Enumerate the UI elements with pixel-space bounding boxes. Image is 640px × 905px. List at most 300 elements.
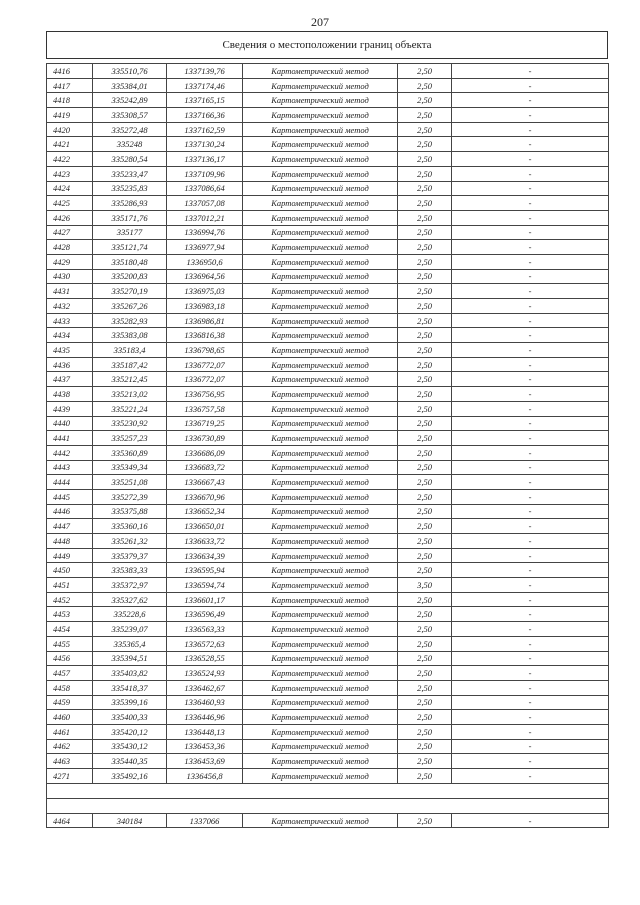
accuracy-cell: 2,50 [398,108,452,123]
x-coordinate-cell: 335235,83 [93,181,167,196]
table-row [47,592,609,607]
dash-mark: - [528,726,532,737]
accuracy-cell: 2,50 [398,401,452,416]
accuracy-cell: 2,50 [398,372,452,387]
accuracy-cell: 2,50 [398,519,452,534]
dash-mark: - [528,521,532,532]
description-cell [452,78,609,93]
table-row [47,578,609,593]
x-coordinate-cell: 335270,19 [93,284,167,299]
x-coordinate-cell: 335251,08 [93,475,167,490]
method-cell: Картометрический метод [243,137,398,152]
dash-mark: - [528,300,532,311]
dash-mark: - [528,477,532,488]
table-row [47,313,609,328]
dash-mark: - [528,623,532,634]
accuracy-cell: 2,50 [398,166,452,181]
table-row [47,416,609,431]
method-cell: Картометрический метод [243,636,398,651]
method-cell: Картометрический метод [243,563,398,578]
description-cell [452,401,609,416]
accuracy-cell: 2,50 [398,93,452,108]
description-cell [452,431,609,446]
accuracy-cell: 2,50 [398,343,452,358]
description-cell [452,724,609,739]
dash-mark: - [528,168,532,179]
description-cell [452,666,609,681]
dash-mark: - [528,418,532,429]
point-number-cell: 4420 [47,122,93,137]
method-cell: Картометрический метод [243,299,398,314]
description-cell [452,372,609,387]
table-row [47,343,609,358]
method-cell: Картометрический метод [243,607,398,622]
dash-mark: - [528,198,532,209]
point-number-cell: 4447 [47,519,93,534]
dash-mark: - [528,139,532,150]
table-row [47,372,609,387]
description-cell [452,313,609,328]
description-cell [452,504,609,519]
description-cell [452,64,609,79]
description-cell [452,563,609,578]
table-row [47,108,609,123]
x-coordinate-cell: 335213,02 [93,387,167,402]
table-row [47,651,609,666]
y-coordinate-cell: 1336964,56 [167,269,243,284]
accuracy-cell: 2,50 [398,445,452,460]
method-cell: Картометрический метод [243,724,398,739]
point-number-cell: 4432 [47,299,93,314]
method-cell: Картометрический метод [243,519,398,534]
y-coordinate-cell: 1336462,67 [167,680,243,695]
method-cell: Картометрический метод [243,813,398,828]
x-coordinate-cell: 335383,33 [93,563,167,578]
y-coordinate-cell: 1337066 [167,813,243,828]
description-cell [452,284,609,299]
point-number-cell: 4454 [47,622,93,637]
dash-mark: - [528,242,532,253]
dash-mark: - [528,682,532,693]
accuracy-cell: 2,50 [398,651,452,666]
point-number-cell: 4417 [47,78,93,93]
y-coordinate-cell: 1337174,46 [167,78,243,93]
x-coordinate-cell: 335360,89 [93,445,167,460]
y-coordinate-cell: 1336670,96 [167,489,243,504]
x-coordinate-cell: 335228,6 [93,607,167,622]
point-number-cell: 4448 [47,534,93,549]
y-coordinate-cell: 1337130,24 [167,137,243,152]
point-number-cell: 4421 [47,137,93,152]
y-coordinate-cell: 1336983,18 [167,299,243,314]
description-cell [452,328,609,343]
method-cell: Картометрический метод [243,548,398,563]
point-number-cell: 4424 [47,181,93,196]
point-number-cell: 4426 [47,210,93,225]
y-coordinate-cell: 1336601,17 [167,592,243,607]
x-coordinate-cell: 335171,76 [93,210,167,225]
point-number-cell: 4439 [47,401,93,416]
table-row [47,240,609,255]
accuracy-cell: 2,50 [398,152,452,167]
table-row [47,445,609,460]
y-coordinate-cell: 1336772,07 [167,357,243,372]
spacer-cell [47,798,609,813]
method-cell: Картометрический метод [243,666,398,681]
table-row [47,93,609,108]
point-number-cell: 4429 [47,254,93,269]
accuracy-cell: 2,50 [398,475,452,490]
method-cell: Картометрический метод [243,401,398,416]
accuracy-cell: 2,50 [398,210,452,225]
method-cell: Картометрический метод [243,240,398,255]
x-coordinate-cell: 335180,48 [93,254,167,269]
y-coordinate-cell: 1336986,81 [167,313,243,328]
x-coordinate-cell: 335379,37 [93,548,167,563]
method-cell: Картометрический метод [243,313,398,328]
method-cell: Картометрический метод [243,695,398,710]
point-number-cell: 4462 [47,739,93,754]
dash-mark: - [528,315,532,326]
method-cell: Картометрический метод [243,578,398,593]
table-row [47,152,609,167]
y-coordinate-cell: 1336719,25 [167,416,243,431]
dash-mark: - [528,374,532,385]
accuracy-cell: 2,50 [398,313,452,328]
y-coordinate-cell: 1336667,43 [167,475,243,490]
table-row [47,210,609,225]
y-coordinate-cell: 1336453,69 [167,754,243,769]
description-cell [452,445,609,460]
method-cell: Картометрический метод [243,651,398,666]
description-cell [452,534,609,549]
table-row [47,225,609,240]
y-coordinate-cell: 1337086,64 [167,181,243,196]
x-coordinate-cell: 335383,08 [93,328,167,343]
section-title: Сведения о местоположении границ объекта [46,31,608,59]
description-cell [452,754,609,769]
y-coordinate-cell: 1337166,36 [167,108,243,123]
description-cell [452,387,609,402]
dash-mark: - [528,80,532,91]
y-coordinate-cell: 1336756,95 [167,387,243,402]
table-row [47,710,609,725]
table-row [47,475,609,490]
spacer-row [47,798,609,813]
description-cell [452,122,609,137]
dash-mark: - [528,815,532,826]
x-coordinate-cell: 335400,33 [93,710,167,725]
table-row [47,299,609,314]
y-coordinate-cell: 1337139,76 [167,64,243,79]
description-cell [452,357,609,372]
x-coordinate-cell: 335372,97 [93,578,167,593]
method-cell: Картометрический метод [243,416,398,431]
accuracy-cell: 2,50 [398,416,452,431]
description-cell [452,769,609,784]
description-cell [452,181,609,196]
x-coordinate-cell: 335248 [93,137,167,152]
dash-mark: - [528,712,532,723]
x-coordinate-cell: 335440,35 [93,754,167,769]
description-cell [452,813,609,828]
dash-mark: - [528,506,532,517]
y-coordinate-cell: 1336650,01 [167,519,243,534]
method-cell: Картометрический метод [243,269,398,284]
dash-mark: - [528,344,532,355]
accuracy-cell: 2,50 [398,666,452,681]
point-number-cell: 4422 [47,152,93,167]
x-coordinate-cell: 335200,83 [93,269,167,284]
x-coordinate-cell: 340184 [93,813,167,828]
method-cell: Картометрический метод [243,328,398,343]
point-number-cell: 4459 [47,695,93,710]
method-cell: Картометрический метод [243,343,398,358]
point-number-cell: 4450 [47,563,93,578]
point-number-cell: 4460 [47,710,93,725]
dash-mark: - [528,535,532,546]
table-row [47,357,609,372]
page-number: 207 [311,15,329,29]
dash-mark: - [528,668,532,679]
x-coordinate-cell: 335286,93 [93,196,167,211]
dash-mark: - [528,330,532,341]
accuracy-cell: 2,50 [398,739,452,754]
point-number-cell: 4430 [47,269,93,284]
table-row [47,284,609,299]
table-row [47,460,609,475]
point-number-cell: 4451 [47,578,93,593]
accuracy-cell: 2,50 [398,695,452,710]
x-coordinate-cell: 335183,4 [93,343,167,358]
point-number-cell: 4428 [47,240,93,255]
table-row [47,269,609,284]
x-coordinate-cell: 335233,47 [93,166,167,181]
x-coordinate-cell: 335121,74 [93,240,167,255]
dash-mark: - [528,286,532,297]
description-cell [452,240,609,255]
y-coordinate-cell: 1336524,93 [167,666,243,681]
accuracy-cell: 2,50 [398,254,452,269]
x-coordinate-cell: 335257,23 [93,431,167,446]
accuracy-cell: 2,50 [398,534,452,549]
table-row [47,695,609,710]
accuracy-cell: 2,50 [398,269,452,284]
x-coordinate-cell: 335349,34 [93,460,167,475]
point-number-cell: 4461 [47,724,93,739]
y-coordinate-cell: 1336460,93 [167,695,243,710]
description-cell [452,710,609,725]
description-cell [452,343,609,358]
x-coordinate-cell: 335430,12 [93,739,167,754]
x-coordinate-cell: 335375,88 [93,504,167,519]
y-coordinate-cell: 1336798,65 [167,343,243,358]
y-coordinate-cell: 1336448,13 [167,724,243,739]
x-coordinate-cell: 335365,4 [93,636,167,651]
y-coordinate-cell: 1336595,94 [167,563,243,578]
dash-mark: - [528,124,532,135]
dash-mark: - [528,388,532,399]
description-cell [452,460,609,475]
table-row [47,622,609,637]
description-cell [452,152,609,167]
table-row [47,548,609,563]
y-coordinate-cell: 1336596,49 [167,607,243,622]
y-coordinate-cell: 1336563,33 [167,622,243,637]
dash-mark: - [528,550,532,561]
point-number-cell: 4435 [47,343,93,358]
accuracy-cell: 2,50 [398,64,452,79]
point-number-cell: 4271 [47,769,93,784]
dash-mark: - [528,653,532,664]
dash-mark: - [528,359,532,370]
point-number-cell: 4427 [47,225,93,240]
point-number-cell: 4463 [47,754,93,769]
table-row [47,401,609,416]
y-coordinate-cell: 1336757,58 [167,401,243,416]
point-number-cell: 4453 [47,607,93,622]
accuracy-cell: 2,50 [398,769,452,784]
description-cell [452,636,609,651]
description-cell [452,607,609,622]
point-number-cell: 4445 [47,489,93,504]
method-cell: Картометрический метод [243,475,398,490]
method-cell: Картометрический метод [243,166,398,181]
spacer-row [47,783,609,798]
method-cell: Картометрический метод [243,504,398,519]
x-coordinate-cell: 335187,42 [93,357,167,372]
y-coordinate-cell: 1336686,09 [167,445,243,460]
dash-mark: - [528,183,532,194]
method-cell: Картометрический метод [243,534,398,549]
point-number-cell: 4464 [47,813,93,828]
table-row [47,607,609,622]
point-number-cell: 4418 [47,93,93,108]
table-row [47,254,609,269]
y-coordinate-cell: 1336594,74 [167,578,243,593]
method-cell: Картометрический метод [243,739,398,754]
y-coordinate-cell: 1336994,76 [167,225,243,240]
x-coordinate-cell: 335394,51 [93,651,167,666]
x-coordinate-cell: 335261,32 [93,534,167,549]
method-cell: Картометрический метод [243,387,398,402]
description-cell [452,475,609,490]
x-coordinate-cell: 335177 [93,225,167,240]
method-cell: Картометрический метод [243,225,398,240]
table-row [47,78,609,93]
accuracy-cell: 2,50 [398,240,452,255]
method-cell: Картометрический метод [243,431,398,446]
method-cell: Картометрический метод [243,357,398,372]
table-row [47,666,609,681]
description-cell [452,166,609,181]
table-row [47,739,609,754]
accuracy-cell: 2,50 [398,196,452,211]
x-coordinate-cell: 335272,39 [93,489,167,504]
description-cell [452,489,609,504]
x-coordinate-cell: 335230,92 [93,416,167,431]
accuracy-cell: 2,50 [398,548,452,563]
accuracy-cell: 2,50 [398,622,452,637]
point-number-cell: 4419 [47,108,93,123]
accuracy-cell: 2,50 [398,710,452,725]
method-cell: Картометрический метод [243,680,398,695]
description-cell [452,210,609,225]
point-number-cell: 4455 [47,636,93,651]
method-cell: Картометрический метод [243,445,398,460]
description-cell [452,651,609,666]
coordinates-table [46,63,609,828]
point-number-cell: 4423 [47,166,93,181]
description-cell [452,578,609,593]
method-cell: Картометрический метод [243,489,398,504]
description-cell [452,254,609,269]
table-row [47,504,609,519]
table-row [47,489,609,504]
x-coordinate-cell: 335418,37 [93,680,167,695]
table-row [47,563,609,578]
dash-mark: - [528,741,532,752]
description-cell [452,137,609,152]
point-number-cell: 4431 [47,284,93,299]
x-coordinate-cell: 335308,57 [93,108,167,123]
y-coordinate-cell: 1337136,17 [167,152,243,167]
accuracy-cell: 2,50 [398,460,452,475]
x-coordinate-cell: 335242,89 [93,93,167,108]
table-row [47,534,609,549]
dash-mark: - [528,462,532,473]
table-row [47,769,609,784]
y-coordinate-cell: 1336816,38 [167,328,243,343]
y-coordinate-cell: 1336453,36 [167,739,243,754]
dash-mark: - [528,227,532,238]
y-coordinate-cell: 1336572,63 [167,636,243,651]
description-cell [452,93,609,108]
dash-mark: - [528,756,532,767]
accuracy-cell: 2,50 [398,636,452,651]
accuracy-cell: 2,50 [398,122,452,137]
x-coordinate-cell: 335272,48 [93,122,167,137]
x-coordinate-cell: 335239,07 [93,622,167,637]
y-coordinate-cell: 1336652,34 [167,504,243,519]
y-coordinate-cell: 1337109,96 [167,166,243,181]
description-cell [452,196,609,211]
description-cell [452,299,609,314]
method-cell: Картометрический метод [243,754,398,769]
accuracy-cell: 2,50 [398,504,452,519]
description-cell [452,416,609,431]
table-row [47,328,609,343]
x-coordinate-cell: 335280,54 [93,152,167,167]
accuracy-cell: 2,50 [398,299,452,314]
method-cell: Картометрический метод [243,769,398,784]
table-row [47,196,609,211]
method-cell: Картометрический метод [243,196,398,211]
method-cell: Картометрический метод [243,181,398,196]
method-cell: Картометрический метод [243,122,398,137]
dash-mark: - [528,271,532,282]
table-row [47,754,609,769]
x-coordinate-cell: 335384,01 [93,78,167,93]
point-number-cell: 4434 [47,328,93,343]
y-coordinate-cell: 1336446,96 [167,710,243,725]
method-cell: Картометрический метод [243,622,398,637]
point-number-cell: 4442 [47,445,93,460]
x-coordinate-cell: 335399,16 [93,695,167,710]
point-number-cell: 4458 [47,680,93,695]
point-number-cell: 4449 [47,548,93,563]
point-number-cell: 4416 [47,64,93,79]
